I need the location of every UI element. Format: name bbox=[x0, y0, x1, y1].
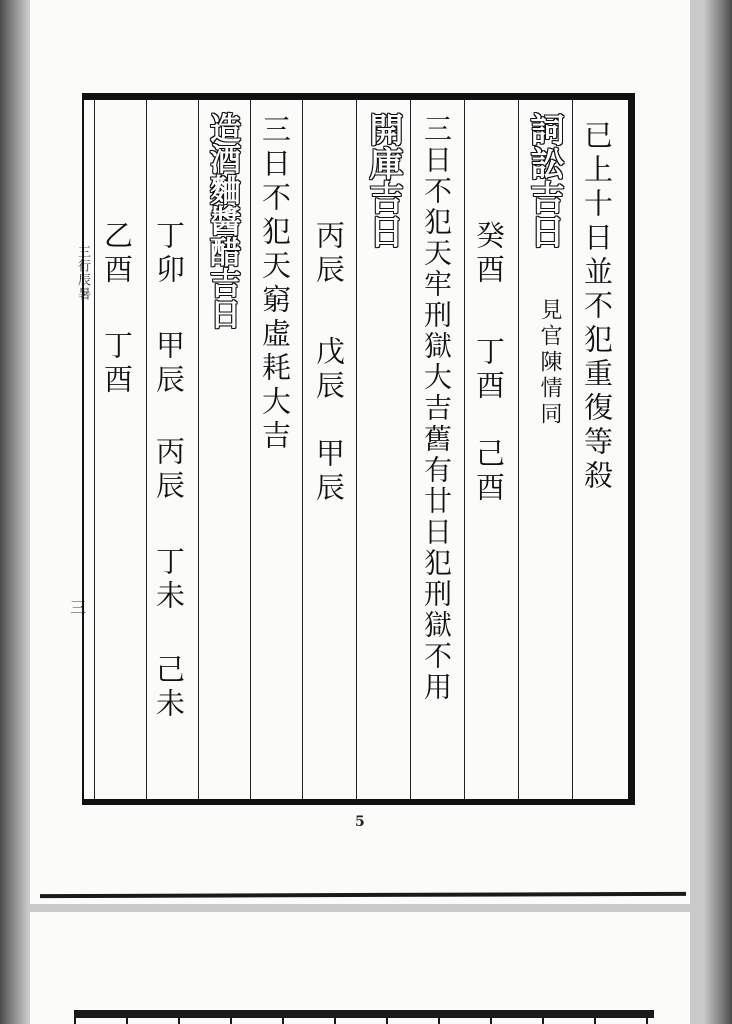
date-entry: 丁卯 bbox=[152, 220, 186, 288]
date-entry: 甲辰 bbox=[152, 330, 186, 398]
date-entry: 己未 bbox=[152, 654, 186, 722]
column-rule bbox=[572, 100, 573, 799]
text-frame bbox=[82, 93, 635, 805]
column-text-7: 三日不犯天窮虛耗大吉 bbox=[258, 114, 292, 454]
section-title-treasury: 開庫吉日 bbox=[363, 112, 403, 248]
date-entry: 丁酉 bbox=[472, 336, 506, 404]
section-title-brewing: 造酒麯醬醋吉日 bbox=[204, 112, 240, 329]
section-title-lawsuit: 詞訟吉日 bbox=[524, 112, 564, 248]
date-entry: 丁酉 bbox=[100, 330, 134, 398]
column-rule bbox=[146, 100, 147, 799]
column-text-4: 三日不犯天牢刑獄大吉舊有廿日犯刑獄不用 bbox=[420, 114, 453, 703]
date-entry: 丙辰 bbox=[152, 436, 186, 504]
date-entry: 丙辰 bbox=[312, 220, 346, 288]
next-page-column-ticks bbox=[74, 1018, 654, 1024]
column-rule bbox=[410, 100, 411, 799]
next-page bbox=[30, 912, 690, 1024]
column-rule bbox=[198, 100, 199, 799]
margin-note: 三行辰暑 bbox=[75, 245, 90, 301]
next-page-top-border bbox=[74, 1010, 654, 1018]
column-rule bbox=[518, 100, 519, 799]
date-entry: 乙酉 bbox=[100, 220, 134, 288]
date-entry: 癸酉 bbox=[472, 220, 506, 288]
column-rule bbox=[356, 100, 357, 799]
column-rule bbox=[94, 100, 95, 799]
date-entry: 甲辰 bbox=[312, 438, 346, 506]
margin-mark: 三 bbox=[70, 598, 87, 617]
column-rule bbox=[250, 100, 251, 799]
page-number: 5 bbox=[355, 814, 365, 830]
column-text-1: 已上十日並不犯重復等殺 bbox=[580, 120, 614, 494]
column-rule bbox=[302, 100, 303, 799]
date-entry: 戊辰 bbox=[312, 336, 346, 404]
section-note: 見官陳情同 bbox=[537, 298, 562, 428]
date-entry: 丁未 bbox=[152, 546, 186, 614]
date-entry: 己酉 bbox=[472, 438, 506, 506]
column-rule bbox=[464, 100, 465, 799]
